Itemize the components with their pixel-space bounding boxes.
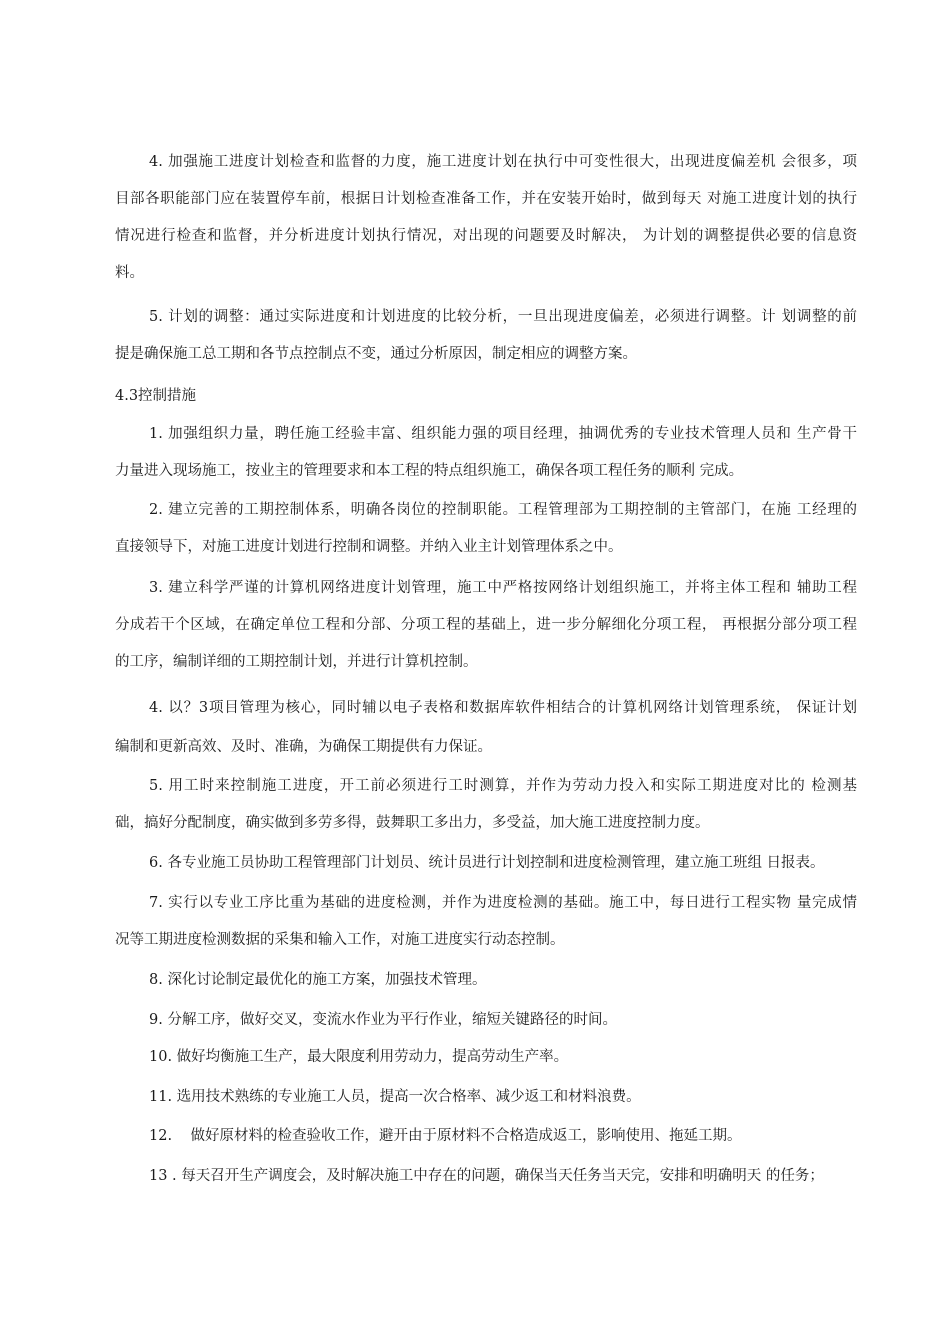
measure-item-7: [115, 885, 857, 959]
paragraph-line: 直接领导下，对施工进度计划进行控制和调整。并纳入业主计划管理体系之中。: [115, 539, 623, 555]
paragraph-line: 13 . 每天召开生产调度会，及时解决施工中存在的问题，确保当天任务当天完，安排和明确明天 的任务；: [149, 1168, 824, 1184]
paragraph-line: 目部各职能部门应在装置停车前，根据日计划检查准备工作，并在安装开始时，做到每天 对施工进度计划的执行: [115, 191, 857, 207]
paragraph-line: 10. 做好均衡施工生产，最大限度利用劳动力，提高劳动生产率。: [149, 1049, 569, 1065]
paragraph-line: 况等工期进度检测数据的采集和输入工作，对施工进度实行动态控制。: [115, 932, 565, 948]
paragraph-line: 4. 加强施工进度计划检查和监督的力度，施工进度计划在执行中可变性很大，出现进度偏差机 会很多，项: [149, 154, 857, 170]
paragraph-line: 8. 深化讨论制定最优化的施工方案，加强技术管理。: [149, 972, 487, 988]
paragraph-line: 编制和更新高效、及时、准确，为确保工期提供有力保证。: [115, 739, 492, 755]
measure-item-12: [115, 1120, 857, 1153]
paragraph-line: 3. 建立科学严谨的计算机网络进度计划管理，施工中严格按网络计划组织施工，并将主体工程和 辅助工程: [149, 580, 857, 596]
measure-item-2: [115, 492, 857, 566]
paragraph-plan-adjustment: [115, 299, 857, 373]
measure-item-13: [115, 1160, 857, 1193]
measure-item-5: [115, 768, 857, 842]
paragraph-line: 12. 做好原材料的检查验收工作，避开由于原材料不合格造成返工，影响使用、拖延工期。: [149, 1128, 742, 1144]
measure-item-1: [115, 416, 857, 490]
paragraph-line: 力量进入现场施工，按业主的管理要求和本工程的特点组织施工，确保各项工程任务的顺利 完成。: [115, 463, 744, 479]
paragraph-line: 1. 加强组织力量，聘任施工经验丰富、组织能力强的项目经理，抽调优秀的专业技术管理人员和 生产骨干: [149, 426, 857, 442]
paragraph-line: 9. 分解工序，做好交叉，变流水作业为平行作业，缩短关键路径的时间。: [149, 1012, 617, 1028]
measure-item-4: [115, 688, 857, 766]
measure-item-11: [115, 1081, 857, 1114]
measure-item-10: [115, 1041, 857, 1074]
paragraph-line: 料。: [115, 265, 144, 281]
measure-item-8: [115, 964, 857, 997]
paragraph-schedule-supervision: [115, 144, 857, 292]
paragraph-line: 11. 选用技术熟练的专业施工人员，提高一次合格率、减少返工和材料浪费。: [149, 1089, 641, 1105]
measure-item-9: [115, 1004, 857, 1037]
paragraph-line: 6. 各专业施工员协助工程管理部门计划员、统计员进行计划控制和进度检测管理，建立施工班组 日报表。: [149, 855, 825, 871]
measure-item-6: [115, 845, 857, 882]
paragraph-line: 7. 实行以专业工序比重为基础的进度检测，并作为进度检测的基础。施工中，每日进行工程实物 量完成情: [149, 895, 857, 911]
section-heading: [115, 378, 857, 415]
paragraph-line: 5. 用工时来控制施工进度，开工前必须进行工时测算，并作为劳动力投入和实际工期进度对比的 检测基: [149, 778, 857, 794]
paragraph-line: 提是确保施工总工期和各节点控制点不变，通过分析原因，制定相应的调整方案。: [115, 346, 637, 362]
paragraph-line: 础，搞好分配制度，确实做到多劳多得，鼓舞职工多出力，多受益，加大施工进度控制力度。: [115, 815, 710, 831]
paragraph-line: 分成若干个区域，在确定单位工程和分部、分项工程的基础上，进一步分解细化分项工程， 再根据分部分项工程: [115, 617, 857, 633]
paragraph-line: 4. 以？3项目管理为核心，同时辅以电子表格和数据库软件相结合的计算机网络计划管理系统， 保证计划: [149, 700, 857, 716]
paragraph-line: 情况进行检查和监督，并分析进度计划执行情况，对出现的问题要及时解决， 为计划的调整提供必要的信息资: [115, 228, 857, 244]
measure-item-3: [115, 570, 857, 681]
paragraph-line: 5. 计划的调整：通过实际进度和计划进度的比较分析，一旦出现进度偏差，必须进行调整。计 划调整的前: [149, 309, 857, 325]
paragraph-line: 2. 建立完善的工期控制体系，明确各岗位的控制职能。工程管理部为工期控制的主管部门，在施 工经理的: [149, 502, 857, 518]
paragraph-line: 的工序，编制详细的工期控制计划，并进行计算机控制。: [115, 654, 478, 670]
section-heading-text: 4.3控制措施: [115, 388, 197, 404]
